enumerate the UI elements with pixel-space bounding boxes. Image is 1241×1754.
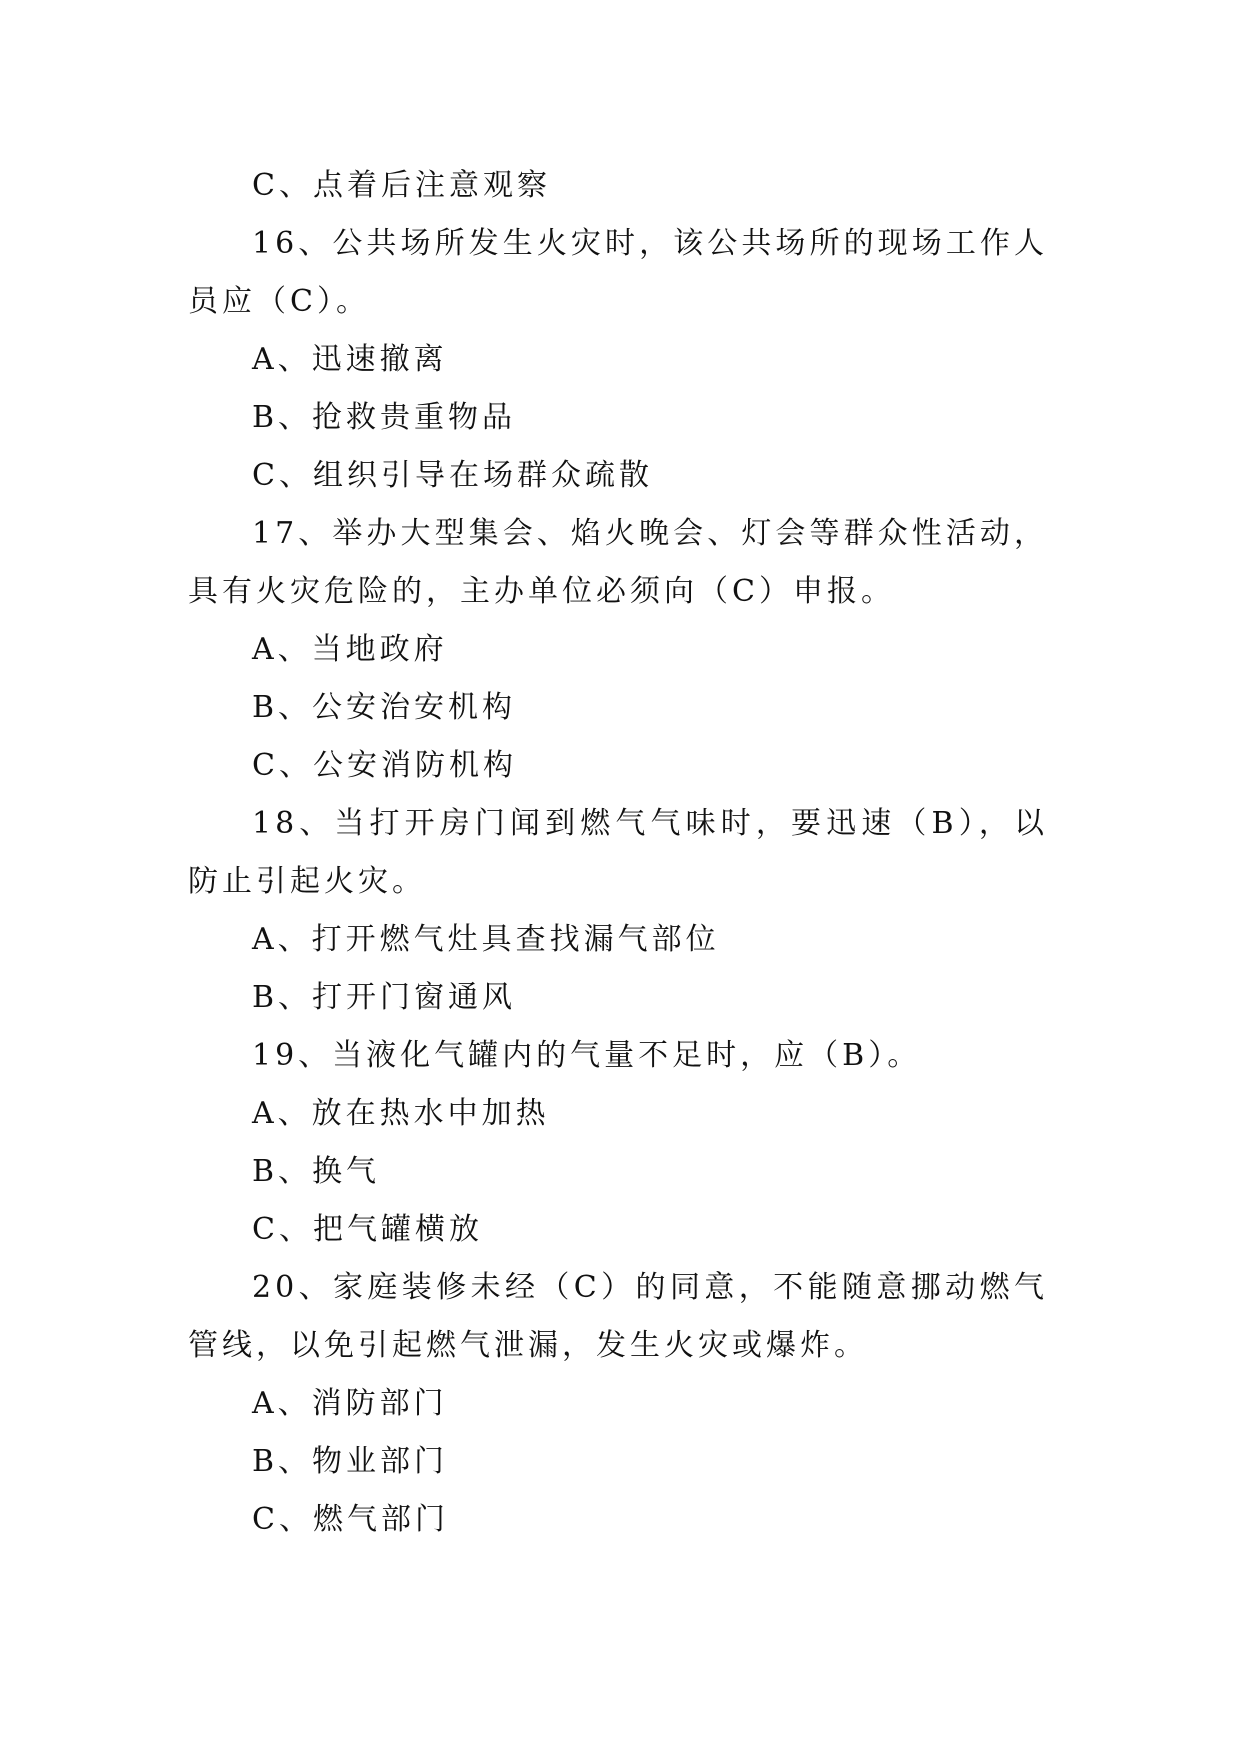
option-20-b: B、物业部门 [252, 1444, 449, 1479]
option-18-a: A、打开燃气灶具查找漏气部位 [252, 922, 720, 957]
document-body [188, 157, 1048, 1549]
question-16: 16、公共场所发生火灾时，该公共场所的现场工作人员应（C）。 [188, 226, 1048, 319]
question-20: 20、家庭装修未经（C）的同意，不能随意挪动燃气管线，以免引起燃气泄漏，发生火灾或爆炸。 [188, 1270, 1048, 1363]
option-19-c: C、把气罐横放 [252, 1212, 483, 1247]
question-19: 19、当液化气罐内的气量不足时，应（B）。 [252, 1038, 922, 1073]
option-18-b: B、打开门窗通风 [252, 980, 517, 1015]
option-15-c: C、点着后注意观察 [252, 168, 551, 203]
option-16-a: A、迅速撤离 [252, 342, 448, 377]
option-16-c: C、组织引导在场群众疏散 [252, 458, 653, 493]
option-19-a: A、放在热水中加热 [252, 1096, 550, 1131]
option-20-c: C、燃气部门 [252, 1502, 449, 1537]
option-16-b: B、抢救贵重物品 [252, 400, 517, 435]
question-18: 18、当打开房门闻到燃气气味时，要迅速（B），以防止引起火灾。 [188, 806, 1048, 899]
option-17-b: B、公安治安机构 [252, 690, 517, 725]
option-19-b: B、换气 [252, 1154, 381, 1189]
question-17: 17、举办大型集会、焰火晚会、灯会等群众性活动，具有火灾危险的，主办单位必须向（C）申报。 [188, 516, 1048, 609]
option-17-a: A、当地政府 [252, 632, 448, 667]
option-17-c: C、公安消防机构 [252, 748, 517, 783]
option-20-a: A、消防部门 [252, 1386, 448, 1421]
